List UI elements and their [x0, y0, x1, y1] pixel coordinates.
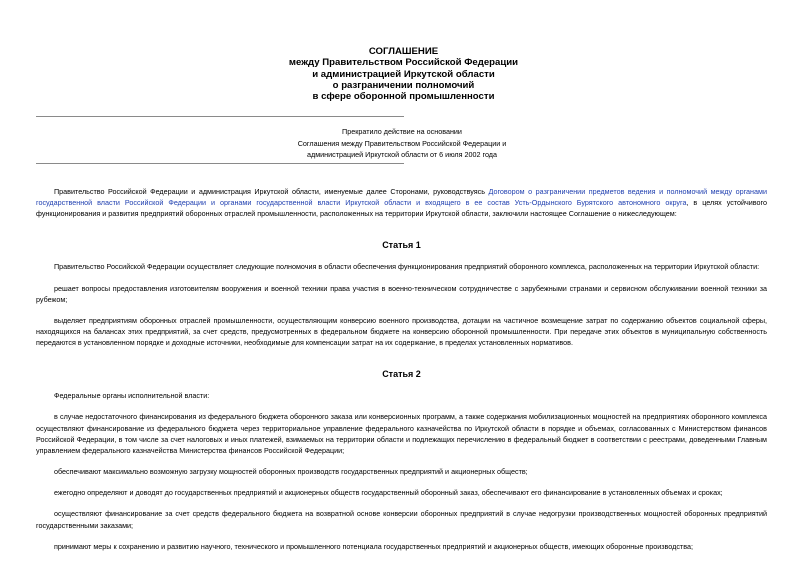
- notice-line: Прекратило действие на основании: [342, 127, 462, 136]
- article-1-paragraph: выделяет предприятиям оборонных отраслей промышленности, осуществляющим конверсию военного производства, дотации на частичное возмещение затрат по содержанию объектов социальной сферы, находящихся на балансах этих предприятий, за счет средств, предусмотренных в федеральном бюджете на конверсию оборонной промышленности. При передаче этих объектов в муниципальную собственность передаются в установленном порядке и доходные источники, необходимые для компенсации затрат на их содержание, в пределах установленных нормативов.: [36, 315, 767, 348]
- article-2-paragraph: принимают меры к сохранению и развитию научного, технического и промышленного потенциала государственных предприятий и акционерных обществ, имеющих оборонные производства;: [54, 541, 693, 551]
- article-2-heading: Статья 2: [382, 369, 421, 380]
- preamble-text-start: Правительство Российской Федерации и администрация Иркутской области, именуемые далее Сторонами, руководствуясь: [54, 187, 489, 196]
- notice-line: администрацией Иркутской области от 6 июля 2002 года: [307, 150, 497, 159]
- article-2-paragraph: ежегодно определяют и доводят до государственных предприятий и акционерных обществ государственный оборонный заказ, обеспечивают его финансирование в установленных объемах и сроках;: [54, 488, 723, 498]
- treaty-link[interactable]: Договором о разграничении предметов ведения и полномочий между органами государственной власти Российской Федерации и органами государственной власти Иркутской области и входящего в ее состав Усть-Ордынского Бурятского автономного округа: [36, 187, 767, 208]
- article-1-paragraph: решает вопросы предоставления изготовителям вооружения и военной техники права участия в военно-техническом сотрудничестве с зарубежными странами и сервисном обслуживании военной техники за рубежом;: [36, 283, 767, 304]
- preamble-paragraph: [36, 186, 767, 219]
- title-line: СОГЛАШЕНИЕ: [368, 46, 439, 57]
- document-title: [0, 46, 807, 102]
- divider-bottom: [36, 163, 404, 164]
- article-1-paragraph: Правительство Российской Федерации осуществляет следующие полномочия в области обеспечения функционирования предприятий оборонного комплекса, расположенных на территории Иркутской области:: [54, 262, 760, 272]
- divider-top: [36, 116, 404, 117]
- article-2-paragraph: в случае недостаточного финансирования из федерального бюджета оборонного заказа или конверсионных программ, а также содержания мобилизационных мощностей на предприятиях оборонного комплекса осуществляют финансирование из федерального бюджета через территориальное управление федерального казначейства по Иркутской области в порядке и объемах, согласованных с Министерством финансов Российской Федерации, в том числе за счет налоговых и иных платежей, взимаемых на территории области и подлежащих перечислению в федеральный бюджет в соответствии с реестрами, доведенными Главным управлением федерального казначейства Министерства финансов Российской Федерации;: [36, 412, 767, 455]
- article-2-paragraph: Федеральные органы исполнительной власти:: [54, 391, 210, 401]
- article-1-heading: Статья 1: [382, 240, 421, 251]
- article-2-paragraph: обеспечивают максимально возможную загрузку мощностей оборонных производств государственных предприятий и акционерных обществ;: [54, 467, 528, 477]
- title-line: между Правительством Российской Федерации: [288, 57, 519, 69]
- status-notice: [200, 126, 604, 161]
- preamble-text-end: , в целях устойчивого функционирования и развития предприятий оборонных отраслей промышленности, расположенных на территории Иркутской области, заключили настоящее Соглашение о нижеследующем:: [36, 198, 767, 219]
- title-line: и администрацией Иркутской области: [312, 68, 495, 80]
- notice-line: Соглашения между Правительством Российской Федерации и: [297, 138, 507, 148]
- document-body: [36, 186, 767, 552]
- article-2-paragraph: осуществляют финансирование за счет средств федерального бюджета на возвратной основе конверсии оборонных предприятий в случае недогрузки производственных мощностей оборонных предприятий государственными заказами;: [36, 509, 767, 530]
- title-line: о разграничении полномочий: [332, 79, 475, 91]
- title-line: в сфере оборонной промышленности: [312, 91, 495, 103]
